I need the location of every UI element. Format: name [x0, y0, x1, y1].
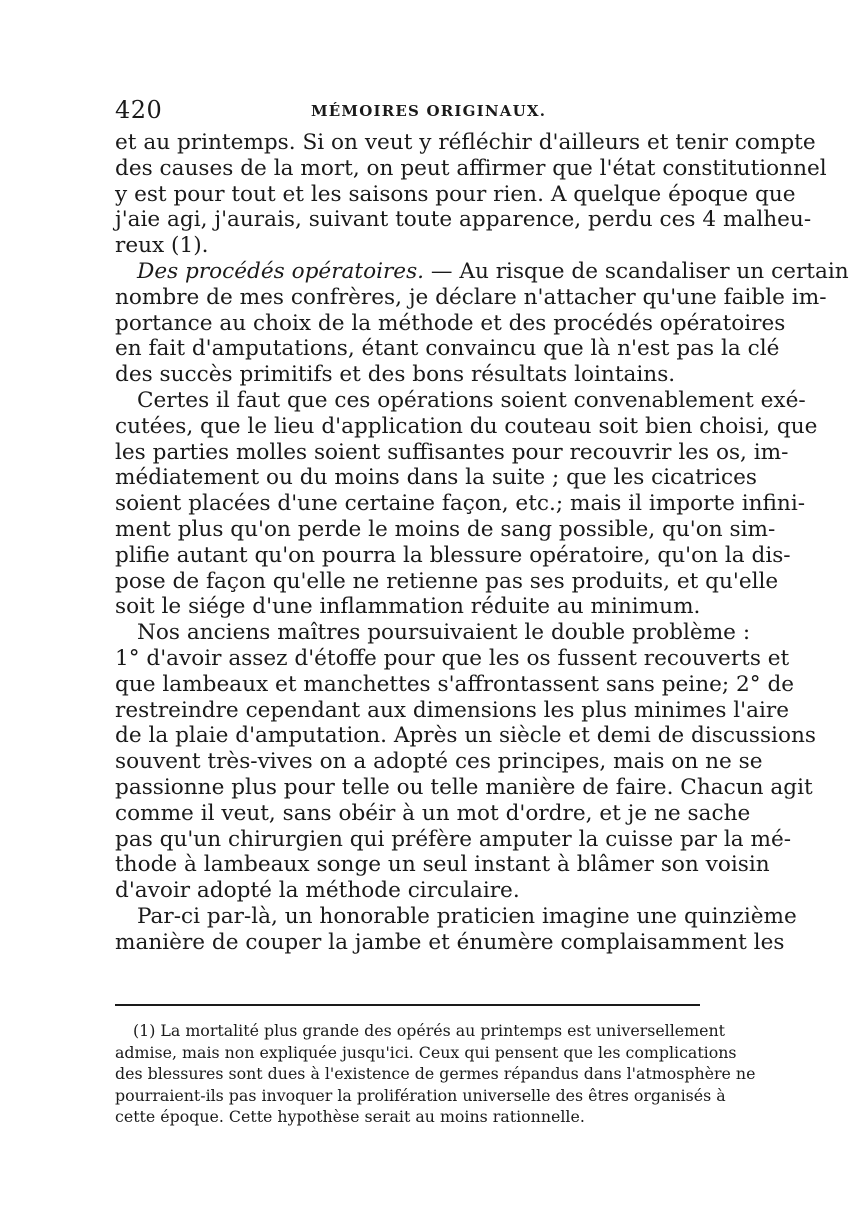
- text-line: soient placées d'une certaine façon, etc.; mais il importe infini-: [115, 491, 806, 517]
- text-line: ment plus qu'on perde le moins de sang possible, qu'on sim-: [115, 516, 776, 542]
- footnote-line: pourraient-ils pas invoquer la prolifération universelle des êtres organisés à: [115, 1085, 726, 1105]
- text-line: plifie autant qu'on pourra la blessure opératoire, qu'on la dis-: [115, 542, 791, 568]
- text-line: Par-ci par-là, un honorable praticien imagine une quinzième: [137, 903, 797, 929]
- text-line: en fait d'amputations, étant convaincu que là n'est pas la clé: [115, 336, 780, 362]
- text-line: j'aie agi, j'aurais, suivant toute apparence, perdu ces 4 malheu-: [115, 207, 812, 233]
- text-line: 1° d'avoir assez d'étoffe pour que les os fussent recouverts et: [115, 645, 790, 671]
- text-line: pas qu'un chirurgien qui préfère amputer la cuisse par la mé-: [115, 826, 792, 852]
- text-line: les parties molles soient suffisantes pour recouvrir les os, im-: [115, 439, 789, 465]
- text-line: comme il veut, sans obéir à un mot d'ordre, et je ne sache: [115, 800, 751, 826]
- section-heading-continuation: — Au risque de scandaliser un certain: [424, 258, 849, 284]
- text-line: soit le siége d'une inflammation réduite au minimum.: [115, 594, 701, 620]
- text-line: [115, 258, 849, 285]
- text-line: reux (1).: [115, 233, 209, 259]
- text-line: cutées, que le lieu d'application du couteau soit bien choisi, que: [115, 413, 818, 439]
- footnote-line: admise, mais non expliquée jusqu'ici. Ceux qui pensent que les complications: [115, 1042, 737, 1062]
- running-title: MÉMOIRES ORIGINAUX.: [311, 102, 547, 120]
- text-line: des causes de la mort, on peut affirmer que l'état constitutionnel: [115, 155, 827, 181]
- text-line: Nos anciens maîtres poursuivaient le double problème :: [137, 620, 751, 646]
- text-line: Certes il faut que ces opérations soient convenablement exé-: [137, 387, 806, 413]
- text-line: passionne plus pour telle ou telle manière de faire. Chacun agit: [115, 774, 813, 800]
- page-header: [115, 96, 700, 126]
- footnote: [115, 1020, 756, 1128]
- text-line: y est pour tout et les saisons pour rien. A quelque époque que: [115, 181, 796, 207]
- footnote-line: cette époque. Cette hypothèse serait au moins rationnelle.: [115, 1107, 585, 1126]
- text-line: thode à lambeaux songe un seul instant à blâmer son voisin: [115, 852, 770, 878]
- footnote-line: des blessures sont dues à l'existence de germes répandus dans l'atmosphère ne: [115, 1064, 756, 1083]
- footnote-line: (1) La mortalité plus grande des opérés au printemps est universellement: [133, 1021, 725, 1040]
- text-line: de la plaie d'amputation. Après un siècle et demi de discussions: [115, 723, 816, 749]
- text-line: pose de façon qu'elle ne retienne pas ses produits, et qu'elle: [115, 568, 779, 594]
- text-line: nombre de mes confrères, je déclare n'attacher qu'une faible im-: [115, 284, 827, 310]
- text-line: souvent très-vives on a adopté ces principes, mais on ne se: [115, 749, 763, 775]
- section-heading: Des procédés opératoires.: [137, 258, 425, 284]
- text-line: d'avoir adopté la méthode circulaire.: [115, 878, 520, 904]
- text-line: et au printemps. Si on veut y réfléchir d'ailleurs et tenir compte: [115, 130, 816, 155]
- body-text: [115, 130, 849, 956]
- page-number: 420: [115, 96, 163, 124]
- text-line: des succès primitifs et des bons résultats lointains.: [115, 362, 676, 388]
- text-line: médiatement ou du moins dans la suite ; que les cicatrices: [115, 465, 758, 491]
- text-line: restreindre cependant aux dimensions les plus minimes l'aire: [115, 697, 789, 723]
- text-line: portance au choix de la méthode et des procédés opératoires: [115, 310, 786, 336]
- text-line: manière de couper la jambe et énumère complaisamment les: [115, 929, 785, 955]
- footnote-separator: [115, 1004, 700, 1006]
- text-line: que lambeaux et manchettes s'affrontassent sans peine; 2° de: [115, 671, 795, 697]
